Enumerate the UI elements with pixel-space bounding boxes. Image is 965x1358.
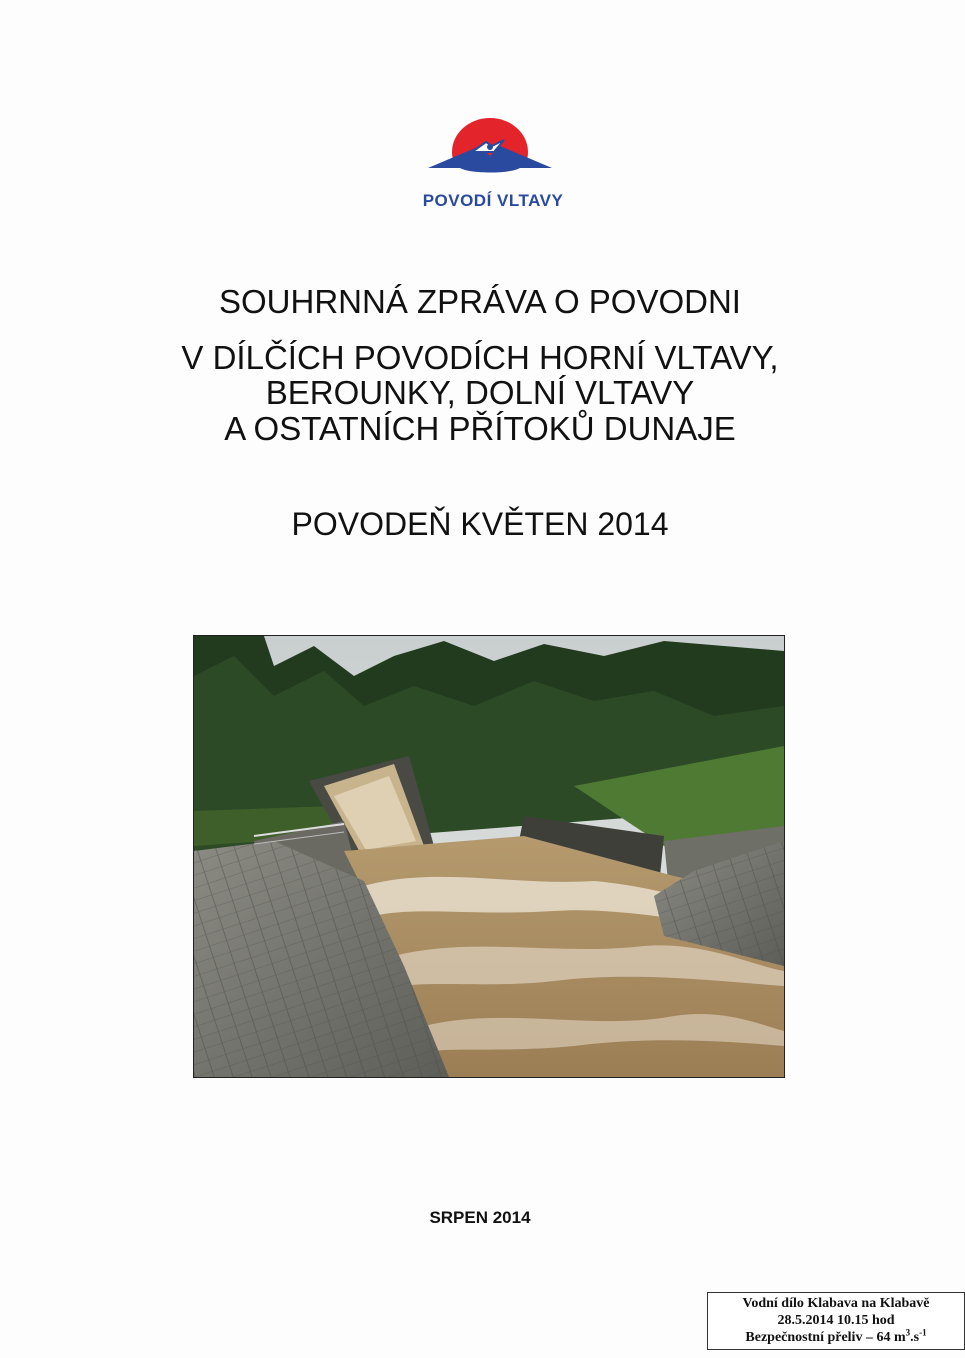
logo-wordmark: POVODÍ VLTAVY bbox=[422, 191, 564, 210]
spillway-illustration bbox=[194, 636, 784, 1077]
caption-line-3: Bezpečnostní přeliv – 64 $m^3.s^{-1}$ bbox=[745, 1327, 927, 1345]
caption-line-2: 28.5.2014 10.15 hod bbox=[777, 1313, 895, 1328]
report-subtitle: POVODEŇ KVĚTEN 2014 bbox=[291, 506, 669, 542]
report-title-line-2: V DÍLČÍCH POVODÍCH HORNÍ VLTAVY, bbox=[181, 339, 779, 376]
report-title-line-4: A OSTATNÍCH PŘÍTOKŮ DUNAJE bbox=[224, 410, 736, 447]
caption-line-1: Vodní dílo Klabava na Klabavě bbox=[742, 1296, 930, 1311]
photo-caption bbox=[707, 1292, 965, 1350]
report-title-line-1: SOUHRNNÁ ZPRÁVA O POVODNI bbox=[219, 283, 741, 320]
report-title-line-3: BEROUNKY, DOLNÍ VLTAVY bbox=[265, 374, 695, 411]
report-date: SRPEN 2014 bbox=[429, 1208, 531, 1227]
